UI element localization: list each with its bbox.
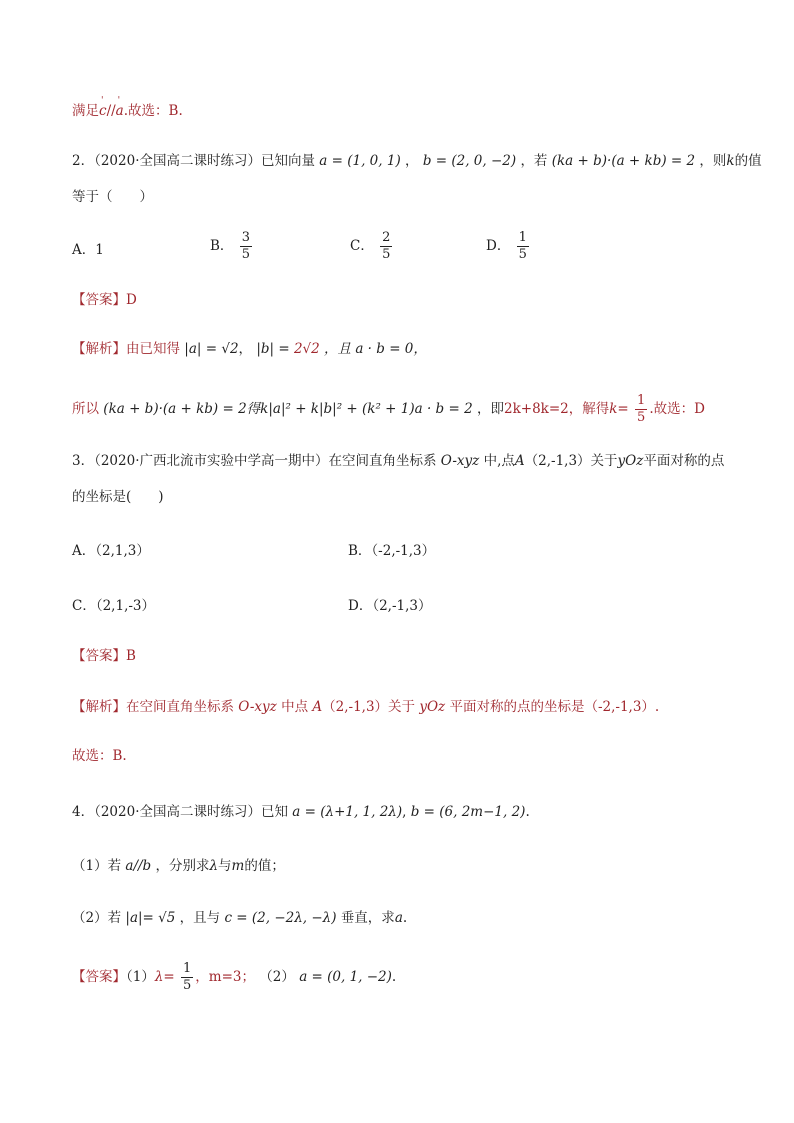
answer-value: B <box>126 648 136 664</box>
analysis-tag: 【解析】 <box>72 341 126 357</box>
analysis-text: 所以 <box>72 401 99 417</box>
fraction <box>380 230 392 263</box>
option-label: B． <box>348 543 372 559</box>
answer-tag: 【答案】 <box>72 969 126 985</box>
prev-answer-line <box>72 101 183 121</box>
option-label: A． <box>72 242 96 258</box>
m-variable: m <box>231 858 245 874</box>
q3-option-c <box>72 594 155 614</box>
q2-mid: ，若 <box>520 153 548 169</box>
q2-tail: ，则 <box>699 153 727 169</box>
option-label: C． <box>350 238 374 254</box>
answer-vector: a = (0, 1, −2) <box>299 969 392 985</box>
norm-a: |a|= √5 <box>125 910 176 926</box>
q3-point-name: A <box>514 453 525 469</box>
lambda: λ <box>209 858 219 874</box>
parallel-symbol: // <box>106 103 116 119</box>
analysis-text: （2,-1,3）关于 <box>322 699 416 715</box>
lambda-fraction <box>181 961 193 994</box>
b-norm-left: |b| = <box>256 341 290 357</box>
answer-text: （1） <box>126 969 155 985</box>
q4-head: 4．（2020·全国高二课时练习）已知 <box>72 804 288 820</box>
q4-vector-b: b = (6, 2m−1, 2) <box>410 804 526 820</box>
numerator: 1 <box>183 961 192 976</box>
q2-analysis-2 <box>72 393 705 426</box>
dot-product: ，且 a · b = 0， <box>324 341 427 357</box>
answer-value: D <box>126 292 137 308</box>
q3-answer <box>72 646 136 666</box>
q3-system: O-xyz <box>440 453 480 469</box>
q3-analysis <box>72 697 659 717</box>
q3-stem <box>72 451 724 471</box>
analysis-k: k= <box>609 401 629 417</box>
q2-option-d <box>486 230 531 263</box>
vector-c: c = (2, −2λ, −λ) <box>224 910 337 926</box>
q4-part1 <box>72 856 285 876</box>
a-norm: |a| = √2 <box>184 341 239 357</box>
analysis-system: O-xyz <box>238 699 277 715</box>
prev-answer-prefix: 满足 <box>72 103 99 119</box>
analysis-text: ，即 <box>476 401 504 417</box>
q2-expression: (ka + b)·(a + kb) = 2 <box>551 153 696 169</box>
analysis-plane: yOz <box>419 699 446 715</box>
analysis-text: 在空间直角坐标系 <box>126 699 234 715</box>
analysis-expression: (ka + b)·(a + kb) = 2得k|a|² + k|b|² + (k² + 1)a · b = 2 <box>103 401 473 417</box>
part-text: ，且与 <box>179 910 221 926</box>
part-text: 垂直，求 <box>340 910 395 926</box>
analysis-text: ，解得 <box>568 401 610 417</box>
option-label: B． <box>210 238 234 254</box>
vector-c: ' c <box>99 101 107 121</box>
q4-part2 <box>72 908 407 928</box>
q2-k: k <box>726 153 735 169</box>
q2-answer <box>72 290 137 310</box>
q3-stem-cont: 的坐标是( ) <box>72 489 164 505</box>
numerator: 2 <box>382 230 391 245</box>
q3-option-b <box>348 539 435 559</box>
q2-stem: 2．（2020·全国高二课时练习）已知向量 a = (1, 0, 1) ， b = (2, 0, −2) ，若 (ka + b)·(a + kb) = 2 ，则k的值 <box>72 153 762 169</box>
answer-text: （2） <box>259 969 295 985</box>
analysis-tag: 【解析】 <box>72 699 126 715</box>
b-norm-right: 2√2 <box>293 341 320 357</box>
parallel-relation: a//b <box>125 858 152 874</box>
q3-option-d <box>348 594 432 614</box>
part-text: 与 <box>218 858 232 874</box>
q2-vector-b: b = (2, 0, −2) <box>422 153 517 169</box>
q3-tail: 平面对称的点 <box>643 453 725 469</box>
answer-text: . <box>391 969 397 985</box>
q3-option-a <box>72 539 150 559</box>
option-value: （2,1,-3） <box>95 598 156 614</box>
part-text: （1）若 <box>72 858 122 874</box>
analysis-text: 由已知得 <box>126 341 180 357</box>
prev-answer-suffix: .故选：B. <box>123 103 183 119</box>
q2-stem-cont: 等于（ ） <box>72 189 153 205</box>
q4-stem: 4．（2020·全国高二课时练习）已知 a = (λ+1, 1, 2λ), b = (6, 2m−1, 2). <box>72 804 530 820</box>
numerator: 1 <box>637 393 646 408</box>
option-label: A． <box>72 543 96 559</box>
denominator: 5 <box>637 410 646 425</box>
answer-tag: 【答案】 <box>72 292 126 308</box>
option-value: （2,1,3） <box>95 543 150 559</box>
vector-a: a <box>394 910 403 926</box>
vector-a: ' a <box>116 101 124 121</box>
denominator: 5 <box>183 978 192 993</box>
q2-vector-a: a = (1, 0, 1) <box>319 153 401 169</box>
analysis-text: 中点 <box>281 699 309 715</box>
option-label: D． <box>486 238 511 254</box>
numerator: 3 <box>241 230 250 245</box>
q2-option-a <box>72 238 104 258</box>
q3-plane: yOz <box>617 453 644 469</box>
analysis-equation: 2k+8k=2 <box>503 401 569 417</box>
k-fraction <box>635 393 647 426</box>
q2-head: 2．（2020·全国高二课时练习）已知向量 <box>72 153 315 169</box>
fraction <box>517 230 529 263</box>
answer-tag: 【答案】 <box>72 648 126 664</box>
analysis-text: 平面对称的点的坐标是（-2,-1,3）. <box>449 699 660 715</box>
q3-point: （2,-1,3）关于 <box>524 453 618 469</box>
q4-end: . <box>525 804 530 820</box>
option-value: （2,-1,3） <box>372 598 432 614</box>
option-label: C． <box>72 598 96 614</box>
option-label: D． <box>348 598 373 614</box>
q3-head: 3．（2020·广西北流市实验中学高一期中）在空间直角坐标系 <box>72 453 437 469</box>
answer-m: ，m=3； <box>195 969 255 985</box>
q3-mid: 中,点 <box>483 453 515 469</box>
q2-option-c <box>350 230 394 263</box>
q2-tail2: 的值 <box>734 153 762 169</box>
part-text: ，分别求 <box>155 858 210 874</box>
fraction <box>240 230 252 263</box>
analysis-end: .故选：D <box>649 401 705 417</box>
q2-option-b <box>210 230 254 263</box>
q4-vector-a: a = (λ+1, 1, 2λ) <box>292 804 403 820</box>
q4-answer <box>72 961 396 994</box>
part-text: （2）若 <box>72 910 122 926</box>
option-value: （-2,-1,3） <box>371 543 436 559</box>
part-text: . <box>402 910 408 926</box>
q3-conclusion: 故选：B. <box>72 748 127 764</box>
denominator: 5 <box>518 247 527 262</box>
option-value: 1 <box>95 242 104 258</box>
numerator: 1 <box>518 230 527 245</box>
part-text: 的值； <box>244 858 285 874</box>
q2-analysis-1: 【解析】由已知得 |a| = √2， |b| = 2√2 ，且 a · b = 0， <box>72 341 427 357</box>
analysis-point-name: A <box>312 699 323 715</box>
answer-lambda: λ= <box>154 969 175 985</box>
denominator: 5 <box>241 247 250 262</box>
denominator: 5 <box>382 247 391 262</box>
